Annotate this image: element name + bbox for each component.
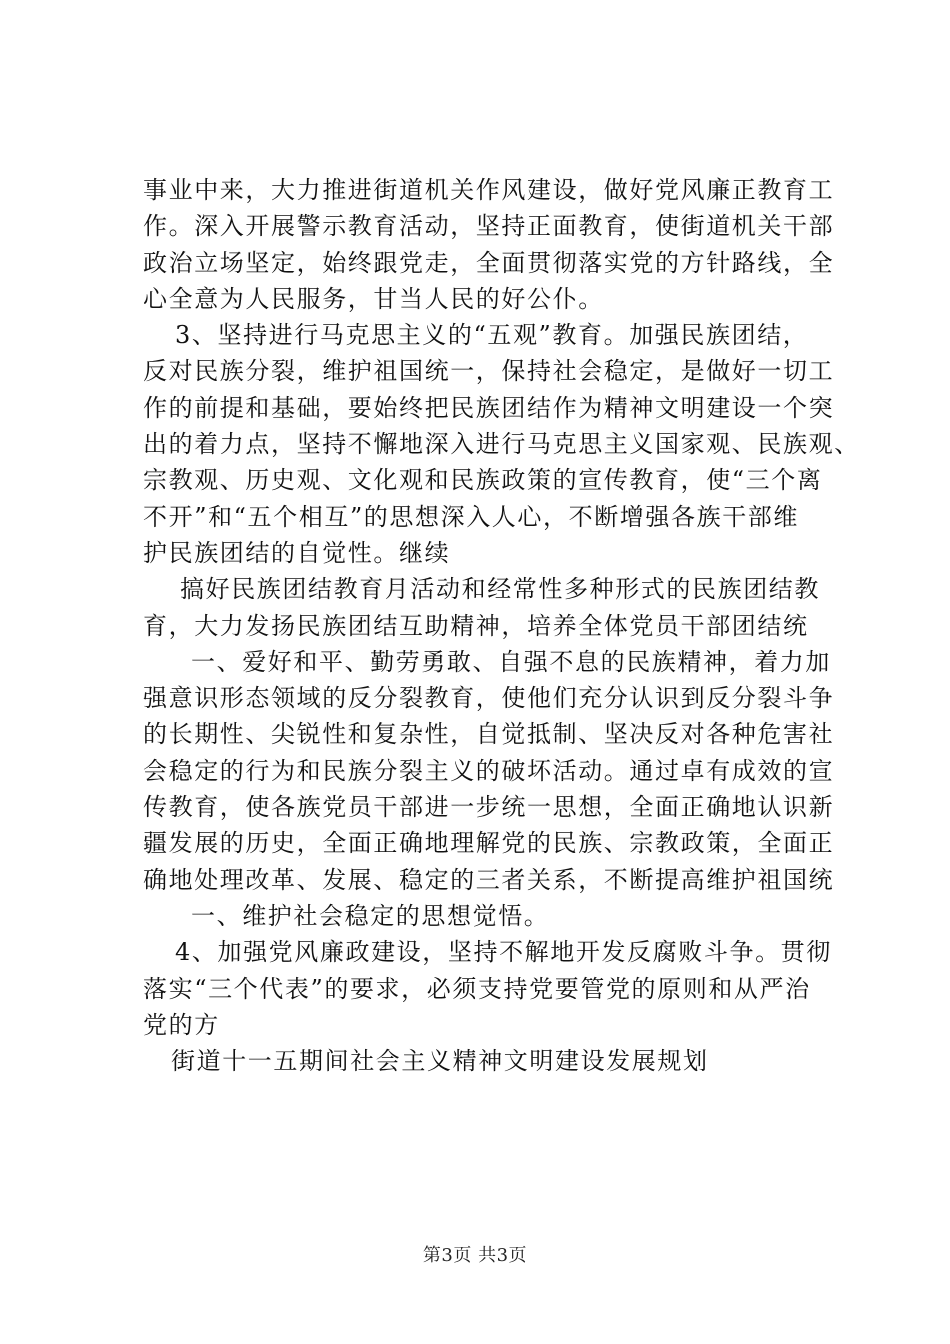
text-line: 反对民族分裂，维护祖国统一，保持社会稳定，是做好一切工: [143, 357, 835, 386]
text-line: 传教育，使各族党员干部进一步统一思想，全面正确地认识新: [143, 793, 835, 822]
text-line: 宗教观、历史观、文化观和民族政策的宣传教育，使“三个离: [143, 466, 823, 495]
text-line: 不开”和“五个相互”的思想深入人心，不断增强各族干部维: [143, 502, 800, 531]
text-line: 政治立场坚定，始终跟党走，全面贯彻落实党的方针路线，全: [143, 248, 835, 277]
text-line: 搞好民族团结教育月活动和经常性多种形式的民族团结教: [180, 575, 820, 604]
text-line: 事业中来，大力推进街道机关作风建设，做好党风廉正教育工: [143, 176, 835, 204]
text-line: 落实“三个代表”的要求，必须支持党要管党的原则和从严治: [143, 974, 811, 1003]
body-text: [143, 172, 860, 1079]
text-line: 作。深入开展警示教育活动，坚持正面教育，使街道机关干部: [143, 212, 835, 241]
text-line: 4、加强党风廉政建设，坚持不解地开发反腐败斗争。贯彻: [175, 938, 832, 967]
text-line: 党的方: [143, 1010, 220, 1039]
text-line: 育，大力发扬民族团结互助精神，培养全体党员干部团结统: [143, 611, 809, 640]
text-line: 一、爱好和平、勤劳勇敢、自强不息的民族精神，着力加: [191, 647, 831, 676]
text-line: 确地处理改革、发展、稳定的三者关系，不断提高维护祖国统: [143, 865, 835, 894]
text-line: 心全意为人民服务，甘当人民的好公仆。: [143, 284, 604, 313]
text-line: 护民族团结的自觉性。继续: [143, 538, 451, 567]
text-line: 疆发展的历史，全面正确地理解党的民族、宗教政策，全面正: [143, 829, 835, 858]
text-line: 的长期性、尖锐性和复杂性，自觉抵制、坚决反对各种危害社: [143, 720, 835, 749]
text-line: 一、维护社会稳定的思想觉悟。: [191, 901, 550, 930]
text-line: 会稳定的行为和民族分裂主义的破坏活动。通过卓有成效的宣: [143, 756, 835, 785]
text-line: 街道十一五期间社会主义精神文明建设发展规划: [171, 1047, 709, 1076]
text-line: 作的前提和基础，要始终把民族团结作为精神文明建设一个突: [143, 393, 835, 422]
text-line: 出的着力点，坚持不懈地深入进行马克思主义国家观、民族观、: [143, 430, 860, 459]
text-line: 强意识形态领域的反分裂教育，使他们充分认识到反分裂斗争: [143, 684, 835, 713]
page-number-footer: 第3页 共3页: [422, 1245, 528, 1266]
text-line: 3、坚持进行马克思主义的“五观”教育。加强民族团结，: [175, 321, 809, 350]
